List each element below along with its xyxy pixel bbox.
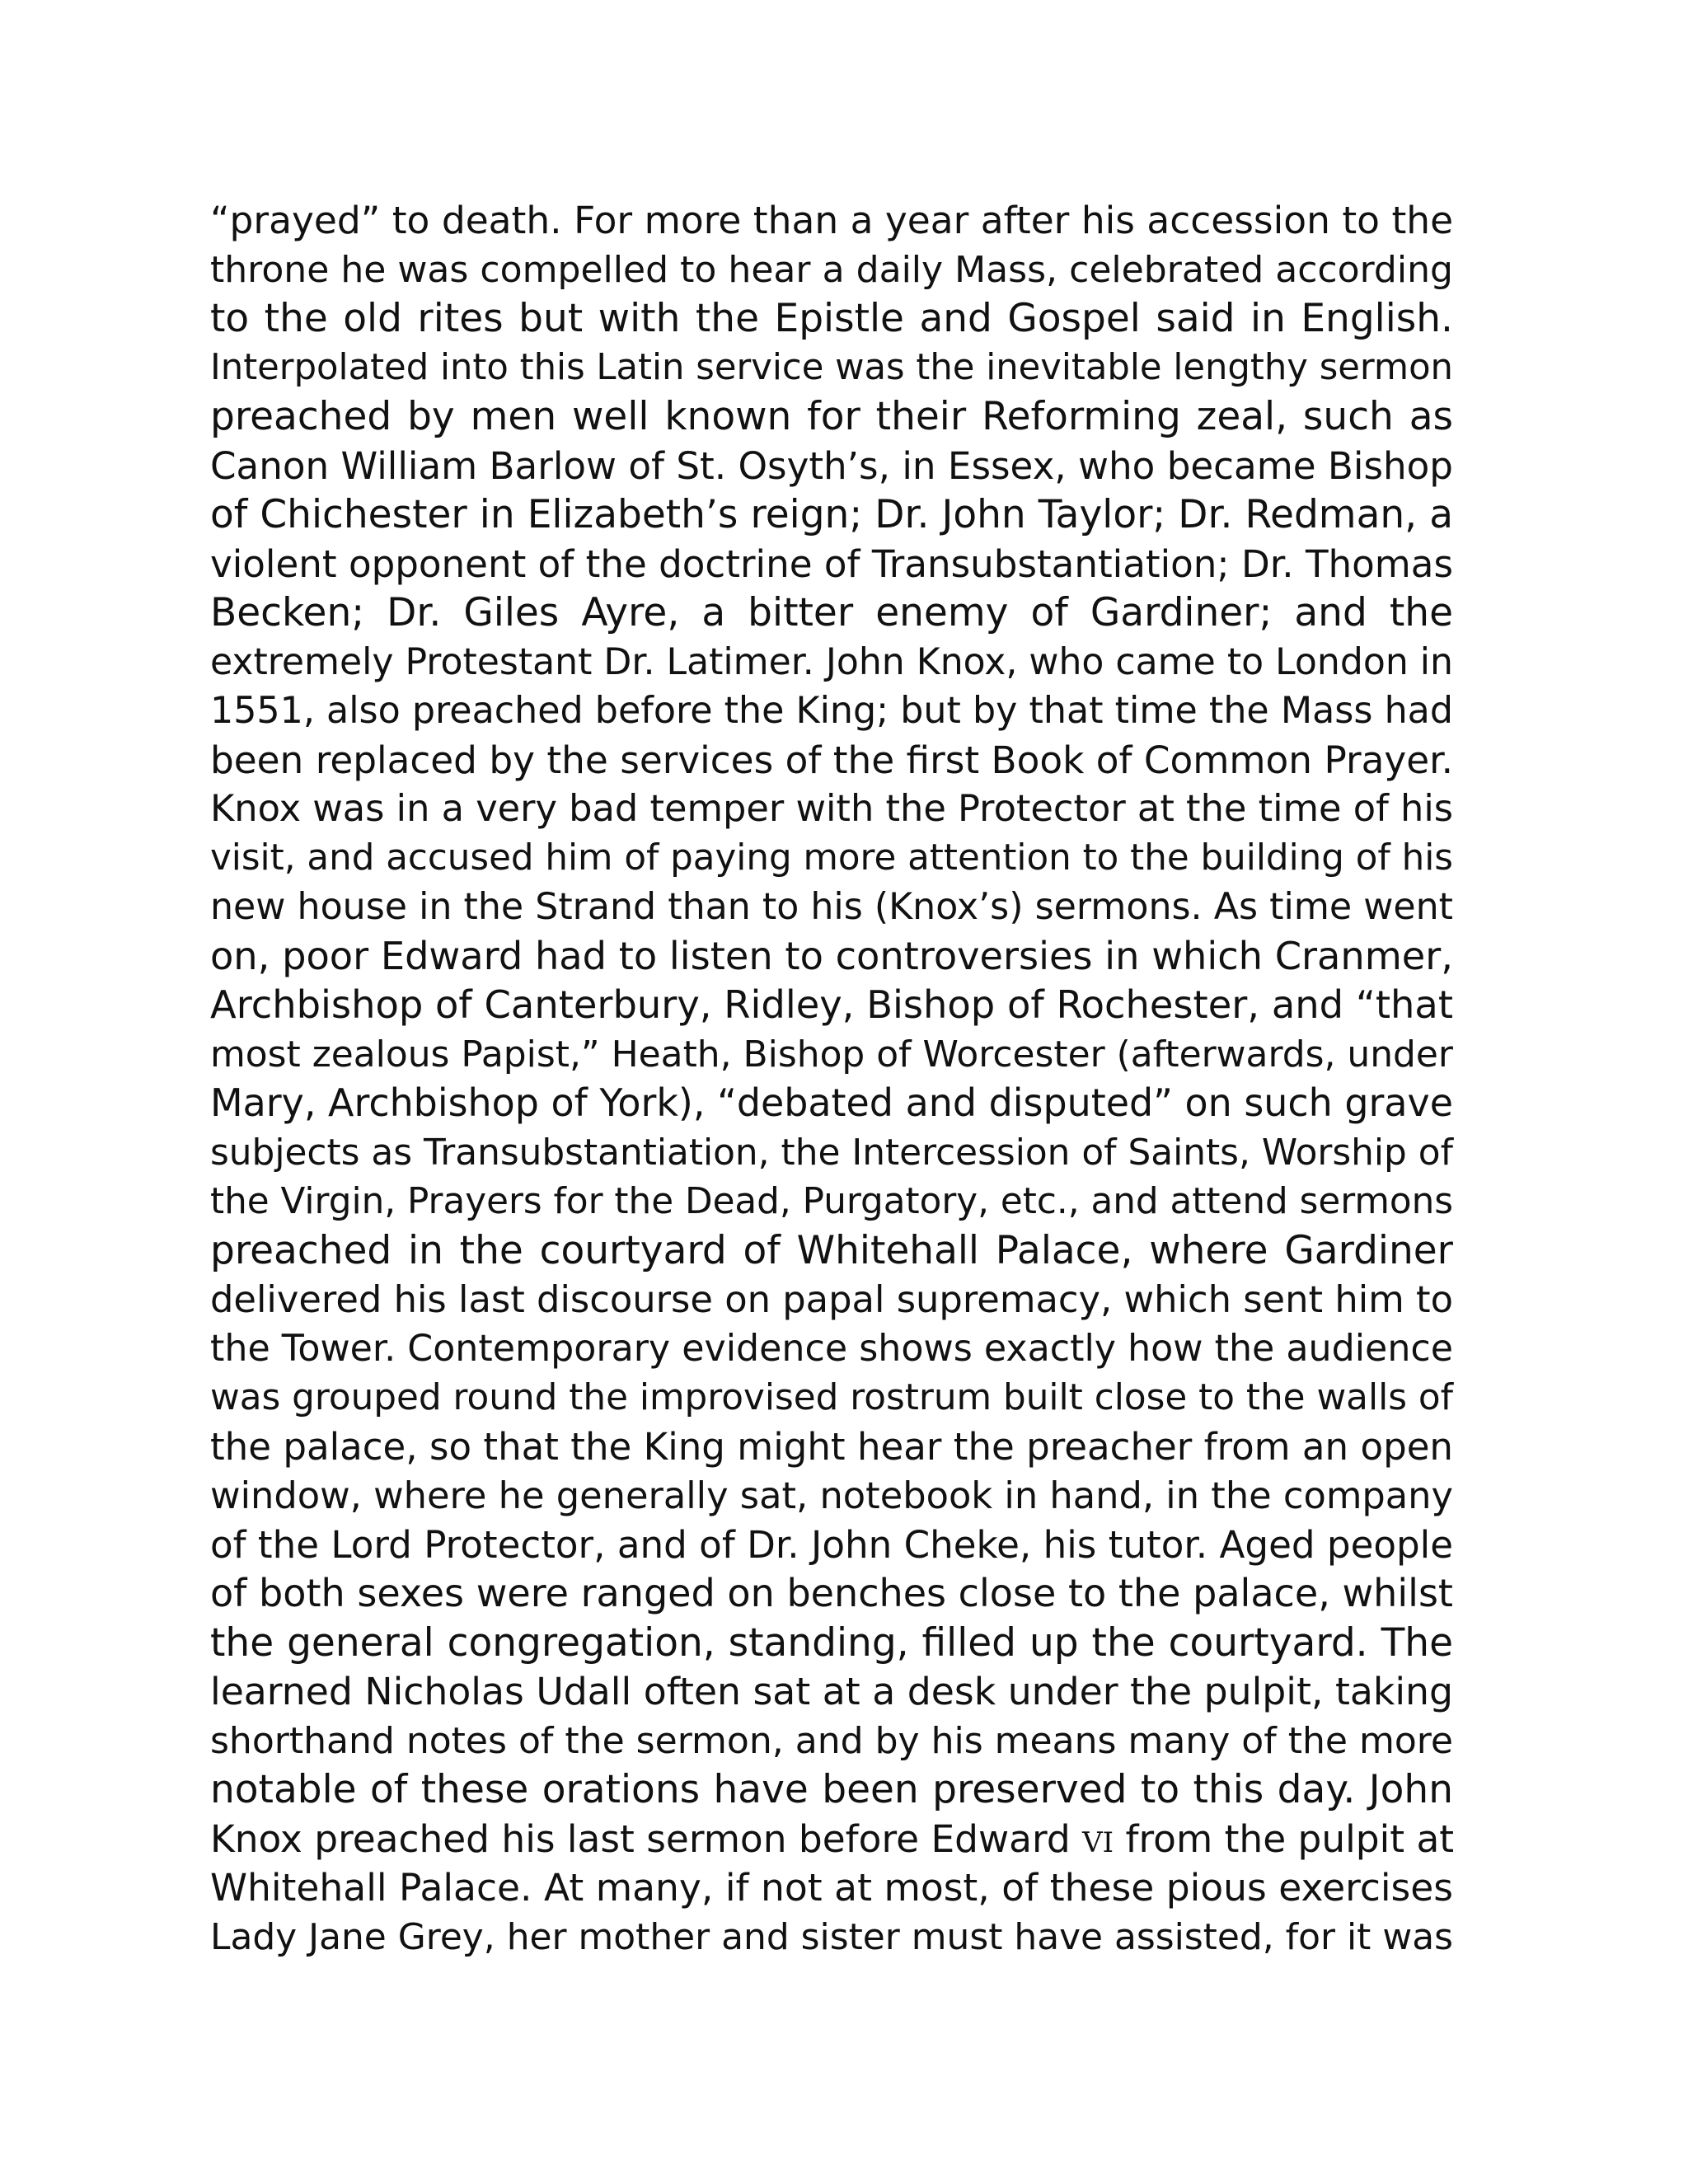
text-line: was grouped round the improvised rostrum built close to the walls of (210, 1376, 1453, 1418)
text-line: Archbishop of Canterbury, Ridley, Bishop of Rochester, and “that (210, 982, 1453, 1027)
text-line: of Chichester in Elizabeth’s reign; Dr. John Taylor; Dr. Redman, a (210, 492, 1453, 537)
text-line: preached by men well known for their Reforming zeal, such as (210, 394, 1453, 439)
text-line: been replaced by the services of the first Book of Common Prayer. (210, 738, 1453, 782)
text-line: new house in the Strand than to his (Knox’s) sermons. As time went (210, 886, 1453, 928)
text-line: Canon William Barlow of St. Osyth’s, in Essex, who became Bishop (210, 443, 1453, 488)
text-line: delivered his last discourse on papal supremacy, which sent him to (210, 1277, 1453, 1321)
text-line: learned Nicholas Udall often sat at a desk under the pulpit, taking (210, 1670, 1453, 1713)
text-line: Becken; Dr. Giles Ayre, a bitter enemy of Gardiner; and the (210, 590, 1453, 635)
text-line: Knox was in a very bad temper with the Protector at the time of his (210, 787, 1454, 830)
text-line: Whitehall Palace. At many, if not at most, of these pious exercises (210, 1866, 1453, 1910)
text-line: window, where he generally sat, notebook in hand, in the company (210, 1474, 1453, 1517)
text-fragment: Knox preached his last sermon before Edward (210, 1816, 1083, 1861)
body-text (210, 196, 1453, 1961)
text-line: throne he was compelled to hear a daily Mass, celebrated according (210, 248, 1453, 291)
text-line: “prayed” to death. For more than a year after his accession to the (210, 199, 1454, 242)
text-line: extremely Protestant Dr. Latimer. John Knox, who came to London in (210, 640, 1453, 683)
text-line: the Virgin, Prayers for the Dead, Purgatory, etc., and attend sermons (210, 1180, 1454, 1222)
text-line-with-numeral (210, 1815, 1453, 1864)
text-line: of the Lord Protector, and of Dr. John Cheke, his tutor. Aged people (210, 1522, 1453, 1567)
text-line: shorthand notes of the sermon, and by his means many of the more (210, 1719, 1453, 1762)
text-line: subjects as Transubstantiation, the Intercession of Saints, Worship of (210, 1131, 1453, 1174)
text-line: violent opponent of the doctrine of Transubstantiation; Dr. Thomas (210, 541, 1453, 586)
text-line: Interpolated into this Latin service was the inevitable lengthy sermon (210, 346, 1453, 388)
text-line: Mary, Archbishop of York), “debated and disputed” on such grave (210, 1080, 1453, 1125)
text-fragment: from the pulpit at (1114, 1816, 1455, 1861)
regnal-numeral: VI (1082, 1825, 1114, 1859)
text-line: Lady Jane Grey, her mother and sister must have assisted, for it was (210, 1915, 1453, 1958)
text-line: visit, and accused him of paying more attention to the building of his (210, 837, 1453, 879)
text-line: of both sexes were ranged on benches close to the palace, whilst (210, 1571, 1453, 1615)
text-line: notable of these orations have been preserved to this day. John (210, 1767, 1453, 1812)
text-line: the palace, so that the King might hear the preacher from an open (210, 1424, 1453, 1469)
text-line: 1551, also preached before the King; but by that time the Mass had (210, 690, 1453, 732)
text-line: most zealous Papist,” Heath, Bishop of Worcester (afterwards, under (210, 1033, 1453, 1076)
text-line: the Tower. Contemporary evidence shows exactly how the audience (210, 1327, 1453, 1370)
text-line: on, poor Edward had to listen to controversies in which Cranmer, (210, 933, 1453, 978)
text-line: to the old rites but with the Epistle and Gospel said in English. (210, 296, 1453, 341)
text-line: preached in the courtyard of Whitehall Palace, where Gardiner (210, 1227, 1453, 1273)
text-line: the general congregation, standing, filled up the courtyard. The (210, 1619, 1453, 1666)
